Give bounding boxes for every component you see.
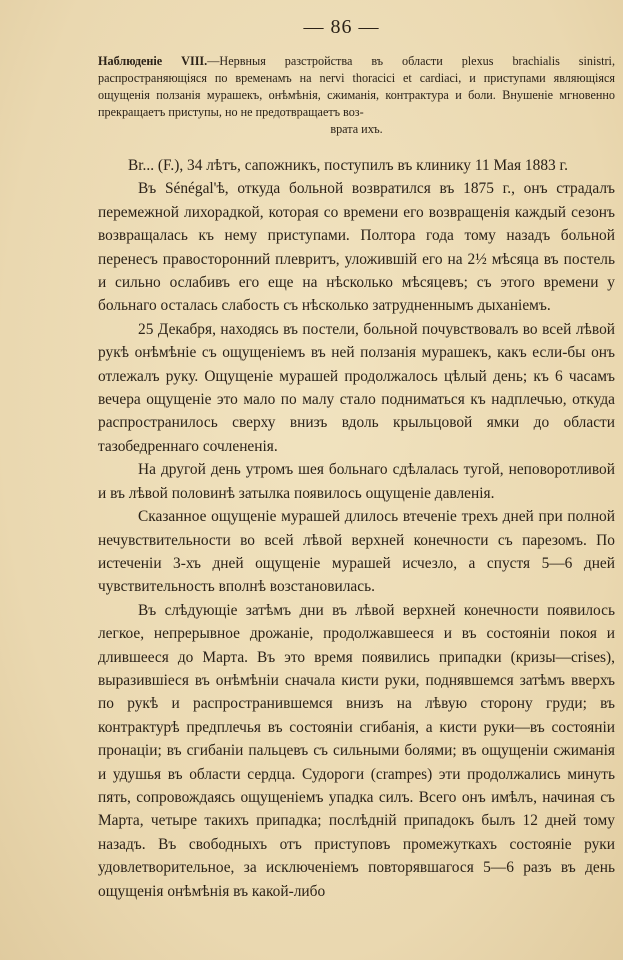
paragraph-patient-intro: Br... (F.), 34 лѣтъ, сапожникъ, поступилъ въ клинику 11 Мая 1883 г.	[128, 157, 568, 174]
paragraph-next-day: На другой день утромъ шея больнаго сдѣлалась тугой, неповоротливой и въ лѣвой половинѣ затылка появилось ощущенiе давленiя.	[98, 461, 615, 502]
paragraph-sensation: Сказанное ощущенiе мурашей длилось втеченiе трехъ дней при полной нечувствительности во всей лѣвой верхней конечности съ парезомъ. По истеченiи 3-хъ дней ощущенiе мурашей исчезло, а спустя 5—6 дней чувствительность вполнѣ возстановилась.	[98, 508, 615, 596]
page-number: — 86 —	[303, 16, 380, 38]
observation-heading	[98, 53, 615, 138]
body-text	[98, 154, 615, 903]
paragraph-history: Въ Sénégal'ѣ, откуда больной возвратился въ 1875 г., онъ страдалъ перемежной лихорадкой, которая со времени его возвращенiя каждый сезонъ возвращалась къ нему приступами. Полтора года тому назадъ больной перенесъ правосторонний плевритъ, уложившiй его на 2½ мѣсяца въ постель и сильно ослабивъ его еще на нѣсколько мѣсяцевъ; съ этого времени у больнаго осталась слабость съ нѣсколько затрудненнымъ дыханiемъ.	[98, 180, 615, 315]
paragraph-crises: Въ слѣдующiе затѣмъ дни въ лѣвой верхней конечности появилось легкое, непрерывное дрожанiе, продолжавшееся и въ состоянiи покоя и длившееся до Марта. Въ это время появились припадки (кризы—crises), выразившiеся въ онѣмѣнiи сначала кисти руки, поднявшемся затѣмъ вверхъ по рукѣ и распространившемся внизъ на лѣвую сторону груди; въ контрактурѣ предплечья въ состоянiи сгибанiя, а кисти руки—въ состоянiи пронацiи; въ сгибанiи пальцевъ съ сильными болями; въ ощущенiи сжиманiя и удушья въ области сердца. Судороги (crampes) эти продолжались минуть пять, сопровождаясь ощущенiемъ упадка силъ. Всего онъ имѣлъ, начиная съ Марта, четыре такихъ припадка; послѣднiй припадокъ былъ 12 дней тому назадъ. Въ свободныхъ отъ приступовъ промежуткахъ состоянiе руки удовлетворительное, за исключенiемъ повторявшагося 5—6 разъ въ день ощущенiя онѣмѣнiя въ какой-либо	[98, 601, 615, 900]
observation-summary: —Нервныя разстройства въ области plexus brachialis sinistri, распространяющiяся по временамъ на nervi thoracici et cardiaci, и приступами являющiяся ощущенiя ползанiя мурашекъ, онѣмѣнiя, сжиманiя, контрактура и боли. Внушенiе мгновенно прекращаетъ приступы, но не предотвращаетъ воз-	[98, 54, 615, 119]
observation-title: Наблюденiе VIII.	[98, 54, 208, 68]
paragraph-onset: 25 Декабря, находясь въ постели, больной почувствовалъ во всей лѣвой рукѣ онѣмѣнiе съ ощущенiемъ въ ней ползанiя мурашекъ, какъ если-бы онъ отлежалъ руку. Ощущенiе мурашей продолжалось цѣлый день; къ 6 часамъ вечера ощущенiе это мало по малу стало подниматься къ надплечью, откуда распространилось сверху внизъ вдоль крыльцовой ямки до области тазобедреннаго сочлененiя.	[98, 320, 615, 455]
observation-summary-ending: врата ихъ.	[330, 122, 383, 136]
